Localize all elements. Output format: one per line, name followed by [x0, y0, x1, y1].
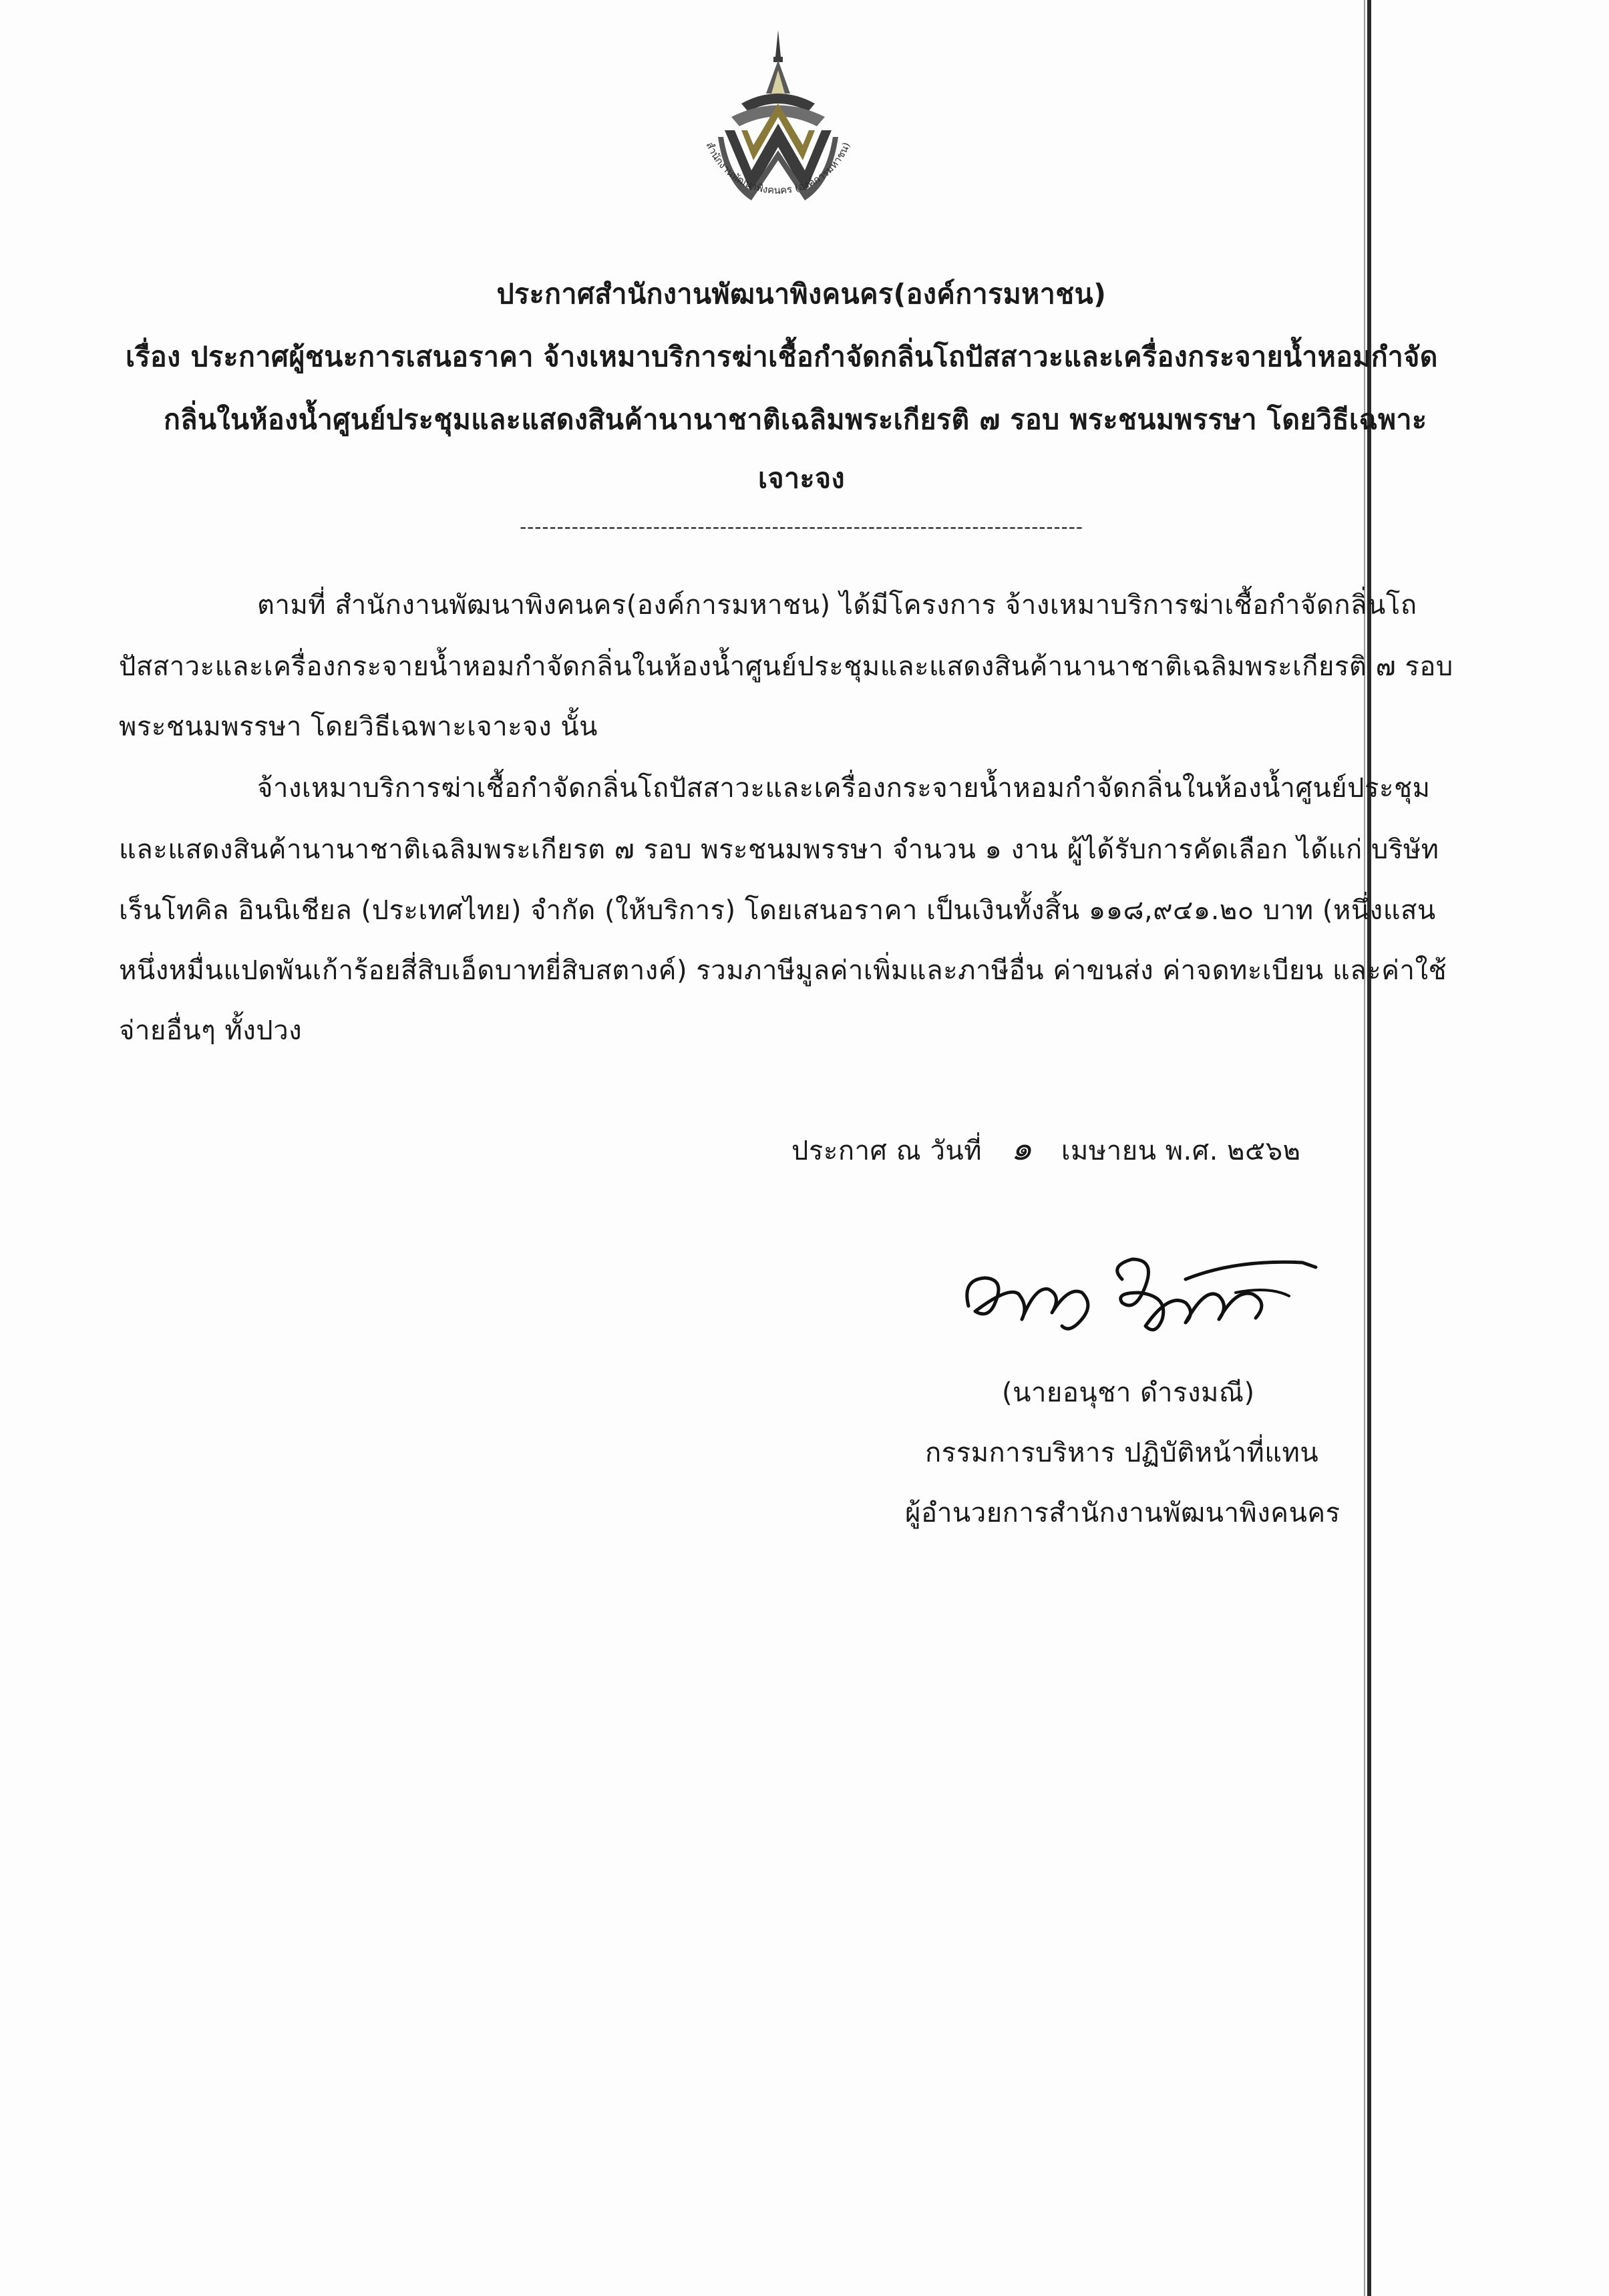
svg-text:สำนักงานพัฒนาพิงคนคร (องค์การม [703, 140, 852, 196]
announcement-date [791, 1122, 1301, 1175]
separator-dashes: ---------------------------------------------------------------------------- [520, 516, 1083, 538]
signatory-position-1: กรรมการบริหาร ปฏิบัติหน้าที่แทน [925, 1438, 1319, 1468]
paragraph-2-line-4: หนึ่งหมื่นแปดพันเก้าร้อยสี่สิบเอ็ดบาทยี่สิบสตางค์) รวมภาษีมูลค่าเพิ่มและภาษีอื่น ค่าขนส่ง ค่าจดทะเบียน และค่าใช้ [119, 955, 1447, 986]
paragraph-2-line-5: จ่ายอื่นๆ ทั้งปวง [119, 1015, 303, 1046]
agency-logo [678, 30, 878, 230]
subject-line-3: เจาะจง [757, 462, 846, 494]
paragraph-1-line-2: ปัสสาวะและเครื่องกระจายน้ำหอมกำจัดกลิ่นในห้องน้ำศูนย์ประชุมและแสดงสินค้านานาชาติเฉลิมพระเกียรติ ๗ รอบ [119, 651, 1453, 682]
paragraph-2-line-2: และแสดงสินค้านานาชาติเฉลิมพระเกียรต ๗ รอบ พระชนมพรรษา จำนวน ๑ งาน ผู้ได้รับการคัดเลือก ได้แก่ บริษัท [119, 834, 1439, 865]
subject-line-2: กลิ่นในห้องน้ำศูนย์ประชุมและแสดงสินค้านานาชาติเฉลิมพระเกียรติ ๗ รอบ พระชนมพรรษา โดยวิธีเฉพาะ [164, 403, 1427, 436]
date-prefix: ประกาศ ณ วันที่ [791, 1136, 982, 1166]
announcement-title: ประกาศสำนักงานพัฒนาพิงคนคร(องค์การมหาชน) [496, 278, 1107, 310]
paragraph-1-line-3: พระชนมพรรษา โดยวิธีเฉพาะเจาะจง นั้น [119, 711, 598, 742]
signatory-name: (นายอนุชา ดำรงมณี) [1002, 1377, 1255, 1408]
paragraph-2-line-3: เร็นโทคิล อินนิเชียล (ประเทศไทย) จำกัด (ให้บริการ) โดยเสนอราคา เป็นเงินทั้งสิ้น ๑๑๘,๙๔๑.๒๐ บาท (หนึ่งแสน [119, 895, 1436, 926]
paragraph-1-line-1: ตามที่ สำนักงานพัฒนาพิงคนคร(องค์การมหาชน) ได้มีโครงการ จ้างเหมาบริการฆ่าเชื้อกำจัดกลิ่นโถ [257, 590, 1417, 621]
handwritten-signature [955, 1239, 1329, 1356]
paragraph-2-line-1: จ้างเหมาบริการฆ่าเชื้อกำจัดกลิ่นโถปัสสาวะและเครื่องกระจายน้ำหอมกำจัดกลิ่นในห้องน้ำศูนย์ประชุม [257, 773, 1431, 804]
logo-seal-text: สำนักงานพัฒนาพิงคนคร (องค์การมหาชน) [703, 140, 853, 197]
signatory-position-2: ผู้อำนวยการสำนักงานพัฒนาพิงคนคร [905, 1498, 1340, 1528]
date-day: ๑ [1011, 1129, 1033, 1168]
subject-line-1: เรื่อง ประกาศผู้ชนะการเสนอราคา จ้างเหมาบริการฆ่าเชื้อกำจัดกลิ่นโถปัสสาวะและเครื่องกระจายน้ำหอมกำจัด [126, 341, 1438, 373]
date-month-year: เมษายน พ.ศ. ๒๕๖๒ [1061, 1136, 1301, 1166]
